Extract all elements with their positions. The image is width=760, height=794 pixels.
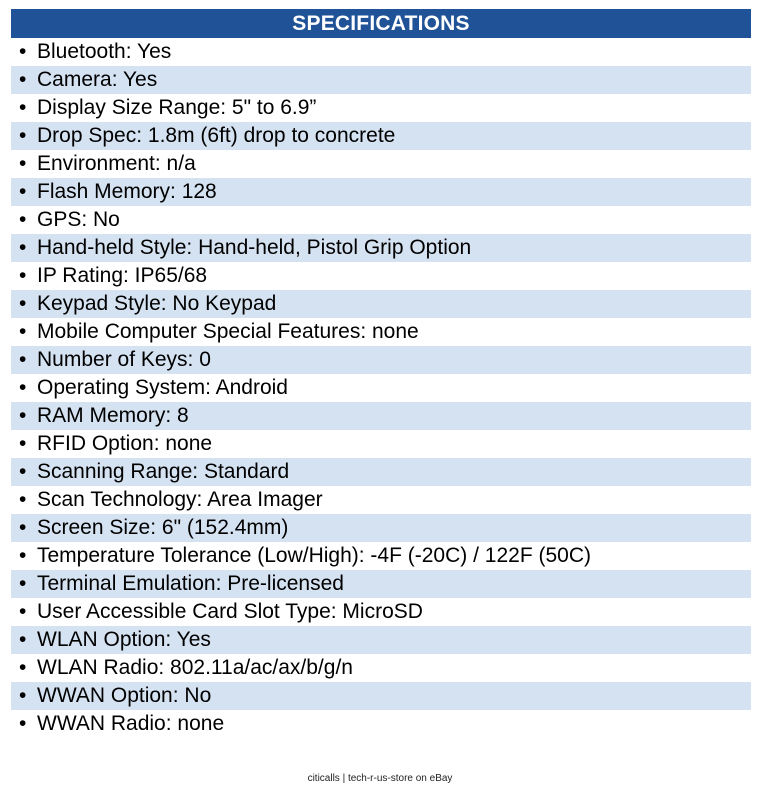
bullet-icon: •	[19, 684, 27, 707]
spec-row	[11, 458, 751, 486]
spec-text: Keypad Style: No Keypad	[37, 292, 277, 315]
spec-text: GPS: No	[37, 208, 120, 231]
bullet-icon: •	[19, 404, 27, 427]
spec-row	[11, 150, 751, 178]
spec-text: RAM Memory: 8	[37, 404, 189, 427]
bullet-icon: •	[19, 600, 27, 623]
spec-row	[11, 570, 751, 598]
bullet-icon: •	[19, 40, 27, 63]
bullet-icon: •	[19, 292, 27, 315]
specifications-panel	[11, 9, 751, 738]
spec-row	[11, 94, 751, 122]
spec-text: Bluetooth: Yes	[37, 40, 172, 63]
spec-text: Screen Size: 6" (152.4mm)	[37, 516, 289, 539]
spec-text: Mobile Computer Special Features: none	[37, 320, 419, 343]
spec-text: RFID Option: none	[37, 432, 213, 455]
spec-row	[11, 514, 751, 542]
spec-row	[11, 374, 751, 402]
bullet-icon: •	[19, 236, 27, 259]
spec-text: Operating System: Android	[37, 376, 288, 399]
spec-row	[11, 682, 751, 710]
spec-text: WWAN Radio: none	[37, 712, 225, 735]
specifications-header: SPECIFICATIONS	[11, 9, 751, 38]
bullet-icon: •	[19, 208, 27, 231]
bullet-icon: •	[19, 96, 27, 119]
bullet-icon: •	[19, 264, 27, 287]
bullet-icon: •	[19, 460, 27, 483]
spec-row	[11, 710, 751, 738]
spec-row	[11, 654, 751, 682]
spec-row	[11, 542, 751, 570]
spec-row	[11, 290, 751, 318]
bullet-icon: •	[19, 656, 27, 679]
spec-row	[11, 318, 751, 346]
bullet-icon: •	[19, 152, 27, 175]
bullet-icon: •	[19, 124, 27, 147]
bullet-icon: •	[19, 320, 27, 343]
bullet-icon: •	[19, 348, 27, 371]
spec-row	[11, 402, 751, 430]
bullet-icon: •	[19, 516, 27, 539]
spec-text: Temperature Tolerance (Low/High): -4F (-20C) / 122F (50C)	[37, 544, 591, 567]
spec-text: Display Size Range: 5" to 6.9”	[37, 96, 317, 119]
spec-text: Environment: n/a	[37, 152, 196, 175]
spec-row	[11, 206, 751, 234]
spec-text: Number of Keys: 0	[37, 348, 211, 371]
spec-text: WLAN Option: Yes	[37, 628, 211, 651]
spec-text: Hand-held Style: Hand-held, Pistol Grip Option	[37, 236, 472, 259]
spec-text: User Accessible Card Slot Type: MicroSD	[37, 600, 423, 623]
bullet-icon: •	[19, 180, 27, 203]
spec-row	[11, 122, 751, 150]
spec-row	[11, 430, 751, 458]
spec-row	[11, 346, 751, 374]
bullet-icon: •	[19, 712, 27, 735]
spec-row	[11, 262, 751, 290]
bullet-icon: •	[19, 68, 27, 91]
spec-text: Flash Memory: 128	[37, 180, 217, 203]
bullet-icon: •	[19, 572, 27, 595]
footer-credit: citicalls | tech-r-us-store on eBay	[307, 773, 453, 784]
spec-text: Terminal Emulation: Pre-licensed	[37, 572, 344, 595]
spec-text: WLAN Radio: 802.11a/ac/ax/b/g/n	[37, 656, 353, 679]
spec-text: IP Rating: IP65/68	[37, 264, 208, 287]
spec-text: Scan Technology: Area Imager	[37, 488, 323, 511]
spec-text: WWAN Option: No	[37, 684, 212, 707]
bullet-icon: •	[19, 628, 27, 651]
spec-row	[11, 178, 751, 206]
spec-text: Camera: Yes	[37, 68, 158, 91]
spec-row	[11, 626, 751, 654]
spec-text: Drop Spec: 1.8m (6ft) drop to concrete	[37, 124, 396, 147]
specifications-list	[11, 38, 751, 738]
spec-text: Scanning Range: Standard	[37, 460, 290, 483]
bullet-icon: •	[19, 488, 27, 511]
spec-row	[11, 38, 751, 66]
bullet-icon: •	[19, 432, 27, 455]
bullet-icon: •	[19, 376, 27, 399]
spec-row	[11, 66, 751, 94]
spec-row	[11, 486, 751, 514]
spec-row	[11, 598, 751, 626]
spec-row	[11, 234, 751, 262]
bullet-icon: •	[19, 544, 27, 567]
